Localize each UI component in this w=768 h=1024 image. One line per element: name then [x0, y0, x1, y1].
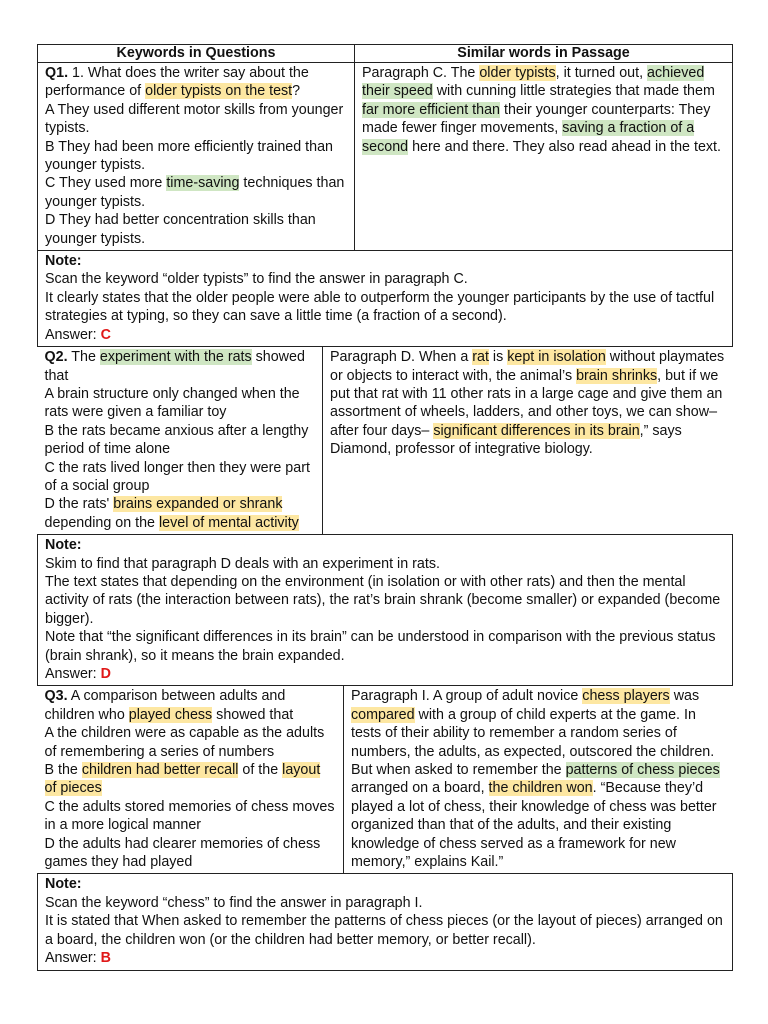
q1-option-c-highlight: time-saving [166, 175, 240, 192]
q1-question-cell [38, 63, 355, 251]
q3-note-line: It is stated that When asked to remember the patterns of chess pieces (or the layout of pieces) arranged on a board, the children won (or the children had better memory, or better recall). [45, 913, 723, 948]
q2-option-d-highlight: brains expanded or shrank [113, 496, 283, 513]
q2-passage-highlight: rat [472, 349, 489, 366]
q1-stem: Q1. 1. What does the writer say about the performance of older typists on the test? [45, 65, 309, 100]
q1-note-row [38, 251, 733, 347]
q1-note-line: It clearly states that the older people were able to outperform the younger participants by the use of tactful strategies at typing, so they can save a little time (a fraction of a second). [45, 289, 715, 325]
q2-question-cell [38, 347, 323, 534]
q2-option-c: C the rats lived longer then they were part of a social group [44, 459, 310, 494]
q2-passage-highlight: kept in isolation [507, 349, 606, 366]
q3-number: Q3. [44, 688, 68, 705]
q3-note-line: Scan the keyword “chess” to find the answer in paragraph I. [45, 894, 423, 911]
q3-option-a: A the children were as capable as the adults of remembering a series of numbers [44, 725, 325, 760]
q3-passage-highlight: the children won [488, 780, 593, 797]
q1-option-c: C They used more time-saving techniques than younger typists. [45, 175, 345, 210]
q2-stem: Q2. The experiment with the rats showed that [44, 349, 305, 384]
q1-passage-highlight: older typists [479, 65, 556, 81]
header-row [38, 45, 733, 63]
q1-passage-highlight: achieved their speed [362, 65, 705, 100]
q3-option-c: C the adults stored memories of chess moves in a more logical manner [44, 798, 335, 834]
q3-passage-highlight: compared [351, 706, 415, 723]
q1-passage-highlight: far more efficient than [362, 101, 501, 118]
q3-passage-cell: Paragraph I. A group of adult novice chess players was compared with a group of child experts at the game. In tests of their ability to remember a random series of numbers, the adults, as expected, outscored the children. But when asked to remember the patterns of chess pieces arranged on a board, the children won. “Because they’d played a lot of chess, their knowledge of chess was better organized than that of the adults, and their existing knowledge of chess served as a framework for new memory,” explains Kail.” [351, 688, 720, 871]
q3-row [38, 686, 733, 874]
q1-option-a: A They used different motor skills from younger typists. [45, 101, 344, 137]
q2-keyword-highlight: experiment with the rats [99, 349, 252, 366]
q2-passage-highlight: significant differences in its brain [433, 422, 640, 439]
q1-answer-letter: C [100, 326, 111, 343]
q2-number: Q2. [44, 349, 68, 366]
q3-option-b: B the children had better recall of the layout of pieces [44, 762, 321, 797]
q2-answer-letter: D [100, 666, 111, 682]
header-keywords: Keywords in Questions [38, 45, 355, 63]
q3-passage-highlight: chess players [582, 688, 670, 705]
q2-note-cell [38, 535, 733, 686]
q2-note-line: The text states that depending on the environment (in isolation or with other rats) and then the mental activity of rats (the interaction between rats), the rat’s brain shrank (become smaller) or expanded (become bigger). [45, 573, 721, 627]
q1-note-cell [38, 251, 733, 347]
q2-option-a: A brain structure only changed when the rats were given a familiar toy [44, 385, 300, 421]
q3-answer-letter: B [100, 950, 111, 967]
q3-option-b-highlight: layout of pieces [44, 762, 321, 797]
q3-passage-highlight: patterns of chess pieces [565, 762, 720, 779]
q1-option-b: B They had been more efficiently trained than younger typists. [45, 138, 333, 174]
q3-question-cell [38, 686, 344, 873]
q1-row [38, 63, 733, 251]
q1-keyword-highlight: older typists on the test [145, 83, 293, 100]
q2-passage-highlight: brain shrinks [576, 367, 658, 384]
q2-note-row [38, 535, 733, 686]
q2-option-b: B the rats became anxious after a lengthy period of time alone [44, 422, 309, 458]
q1-answer: Answer: C [45, 326, 111, 343]
header-similar-words: Similar words in Passage [355, 45, 733, 63]
q2-note-title: Note: [45, 537, 82, 554]
answer-key-table [37, 44, 733, 971]
q2-option-d-highlight: level of mental activity [158, 514, 299, 531]
q2-answer: Answer: D [45, 666, 111, 682]
q2-note-line: Skim to find that paragraph D deals with an experiment in rats. [45, 555, 440, 572]
q3-note-row [38, 874, 733, 970]
q3-note-cell [38, 874, 733, 970]
q3-stem: Q3. A comparison between adults and children who played chess showed that [44, 688, 294, 723]
q3-answer: Answer: B [45, 950, 111, 967]
q2-row [38, 347, 733, 535]
q3-option-b-highlight: children had better recall [81, 762, 239, 779]
q2-option-d: D the rats' brains expanded or shrank depending on the level of mental activity [44, 496, 299, 531]
q1-note-line: Scan the keyword “older typists” to find the answer in paragraph C. [45, 271, 468, 288]
q1-note-title: Note: [45, 253, 82, 270]
q1-passage-highlight: saving a fraction of a second [362, 120, 695, 155]
q1-option-d: D They had better concentration skills than younger typists. [45, 212, 316, 247]
q1-number: Q1. [45, 65, 69, 81]
q1-passage-cell: Paragraph C. The older typists, it turned out, achieved their speed with cunning little strategies that made them far more efficient than their younger counterparts: They made fewer finger movements, saving a fraction of a second here and there. They also read ahead in the text. [355, 63, 733, 251]
q2-passage-cell: Paragraph D. When a rat is kept in isolation without playmates or objects to interact with, the animal’s brain shrinks, but if we put that rat with 11 other rats in a large cage and give them an assortment of wheels, ladders, and other toys, we can show–after four days– significant differences in its brain,” says Diamond, professor of integrative biology. [330, 349, 725, 458]
q3-note-title: Note: [45, 876, 82, 893]
q3-option-d: D the adults had clearer memories of chess games they had played [44, 835, 321, 871]
q3-keyword-highlight: played chess [128, 706, 213, 723]
q2-note-line: Note that “the significant differences in its brain” can be understood in comparison with the previous status (brain shrank), so it means the brain expanded. [45, 629, 716, 664]
